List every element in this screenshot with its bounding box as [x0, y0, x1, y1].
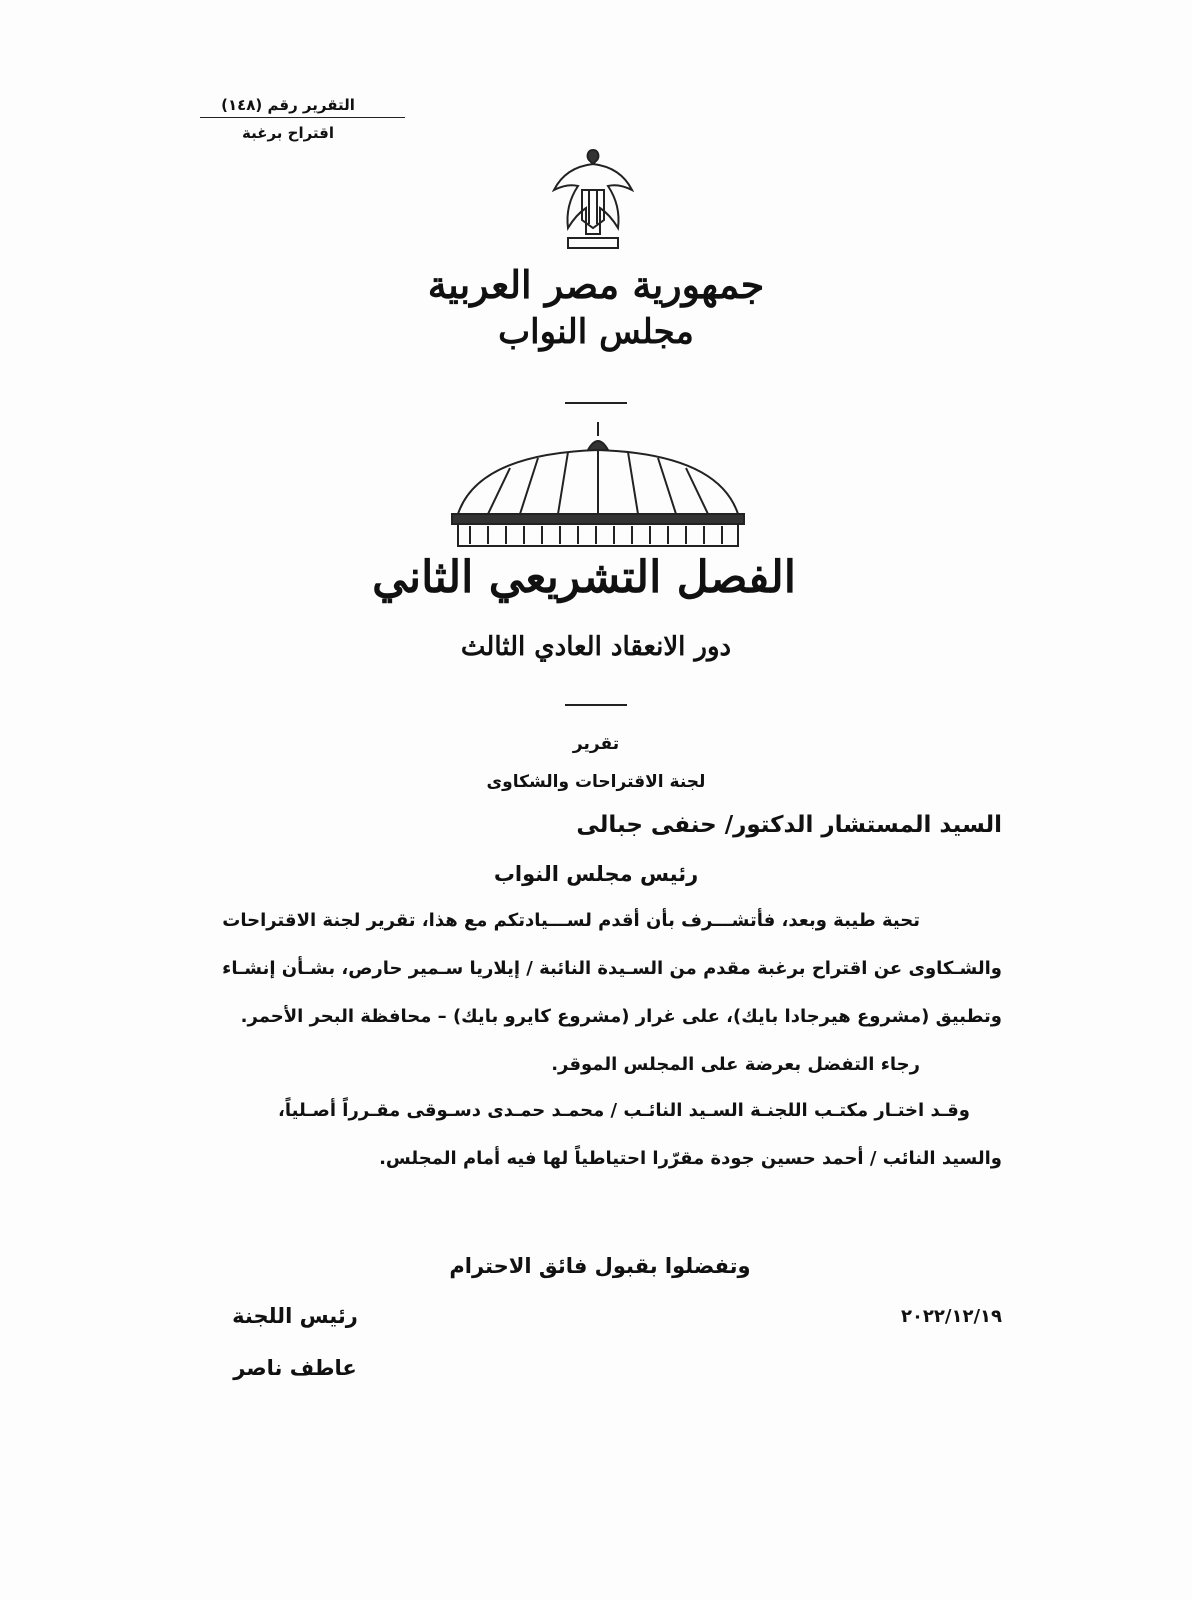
egypt-eagle-emblem-icon	[548, 142, 638, 254]
council-name: مجلس النواب	[498, 312, 694, 352]
reference-divider	[200, 117, 405, 118]
report-type: اقتراح برغبة	[241, 124, 335, 142]
body-line-4: رجاء التفضل بعرضة على المجلس الموقر.	[551, 1054, 920, 1075]
parliament-dome-icon	[448, 420, 748, 548]
body-line-6: والسيد النائب / أحمد حسين جودة مقرّرا احتياطياً لها فيه أمام المجلس.	[379, 1148, 1002, 1169]
addressee-name: السيد المستشار الدكتور/ حنفى جبالى	[576, 812, 1002, 838]
divider-bottom	[565, 704, 627, 706]
signature-name: عاطف ناصر	[233, 1356, 357, 1380]
report-heading: تقرير	[572, 734, 620, 754]
republic-name: جمهورية مصر العربية	[427, 262, 765, 307]
signature-title: رئيس اللجنة	[232, 1304, 358, 1328]
addressee-title: رئيس مجلس النواب	[493, 862, 699, 886]
body-line-3: وتطبيق (مشروع هيرجادا بايك)، على غرار (مشروع كايرو بايك) – محافظة البحر الأحمر.	[240, 1006, 1002, 1027]
session-name: دور الانعقاد العادي الثالث	[460, 632, 732, 662]
report-date: ٢٠٢٢/١٢/١٩	[900, 1306, 1002, 1327]
body-line-5: وقـد اختـار مكتـب اللجنـة السـيد النائـب / محمـد حمـدى دسـوقى مقـرراً أصـلياً،	[278, 1100, 970, 1121]
body-line-1: تحية طيبة وبعد، فأتشـــرف بأن أقدم لســـيادتكم مع هذا، تقرير لجنة الاقتراحات	[222, 910, 920, 931]
committee-name: لجنة الاقتراحات والشكاوى	[486, 772, 706, 792]
report-number: التقرير رقم (١٤٨)	[221, 96, 355, 114]
legislative-term: الفصل التشريعي الثاني	[372, 552, 796, 603]
closing-line: وتفضلوا بقبول فائق الاحترام	[449, 1254, 751, 1278]
divider-top	[565, 402, 627, 404]
body-line-2: والشـكاوى عن اقتراح برغبة مقدم من السـيدة النائبة / إيلاريا سـمير حارص، بشـأن إنشـاء	[222, 958, 1002, 979]
